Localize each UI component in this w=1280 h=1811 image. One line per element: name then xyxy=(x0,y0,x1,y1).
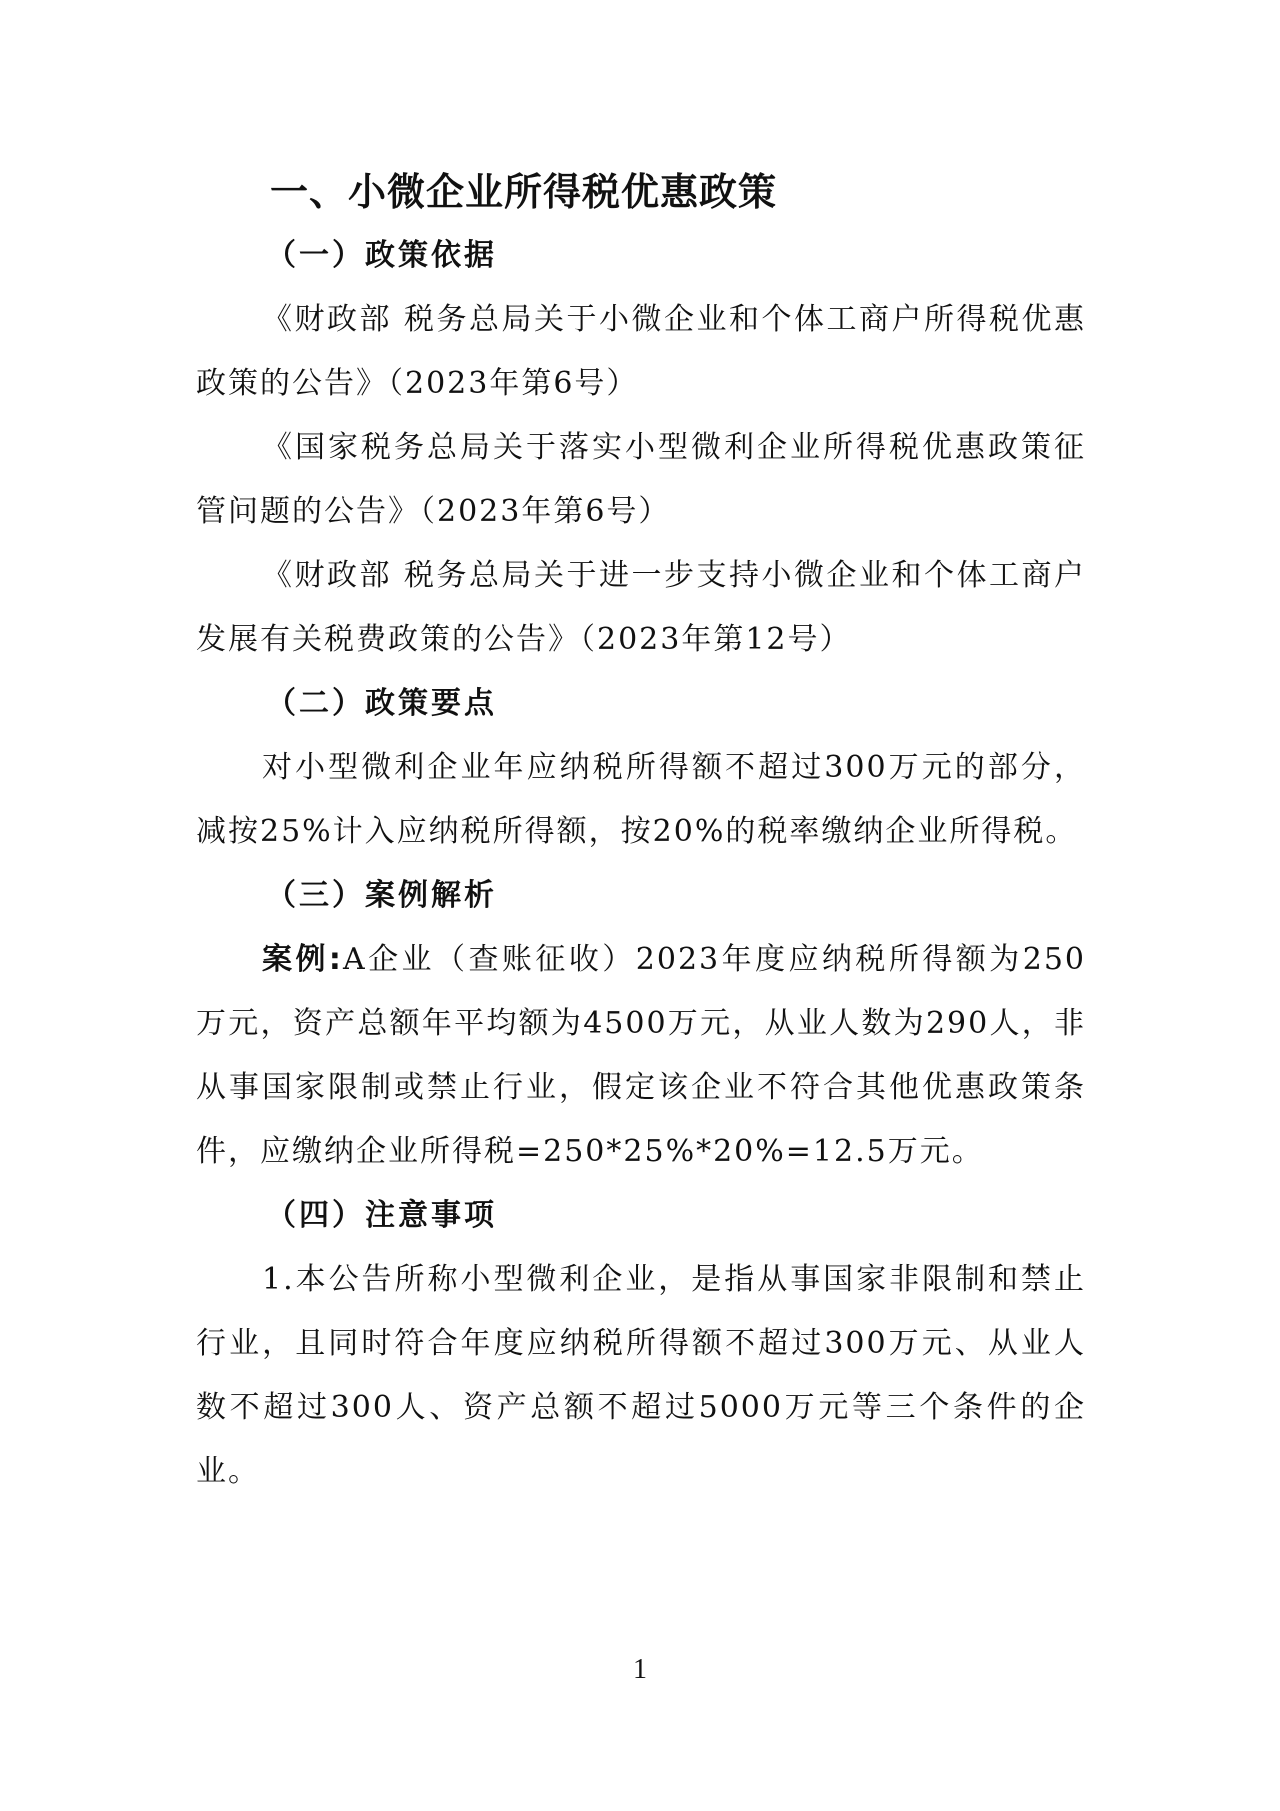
main-heading: 一、小微企业所得税优惠政策 xyxy=(270,170,778,214)
section-title-policy-points: （二）政策要点 xyxy=(266,686,497,721)
document-body xyxy=(196,160,1086,1504)
policy-basis-paragraph-2: 《国家税务总局关于落实小型微利企业所得税优惠政策征管问题的公告》（2023年第6号） xyxy=(196,430,1086,529)
policy-basis-paragraph-1: 《财政部 税务总局关于小微企业和个体工商户所得税优惠政策的公告》（2023年第6号） xyxy=(196,302,1086,401)
section-title-notes: （四）注意事项 xyxy=(266,1198,497,1233)
case-label: 案例: xyxy=(262,942,343,977)
policy-basis-paragraph-3: 《财政部 税务总局关于进一步支持小微企业和个体工商户发展有关税费政策的公告》（2023年第12号） xyxy=(196,558,1086,657)
notes-paragraph-1: 1.本公告所称小型微利企业，是指从事国家非限制和禁止行业，且同时符合年度应纳税所得额不超过300万元、从业人数不超过300人、资产总额不超过5000万元等三个条件的企业。 xyxy=(196,1262,1086,1489)
policy-points-paragraph: 对小型微利企业年应纳税所得额不超过300万元的部分，减按25%计入应纳税所得额，按20%的税率缴纳企业所得税。 xyxy=(196,750,1086,849)
page-number: 1 xyxy=(633,1654,647,1685)
case-paragraph xyxy=(196,928,1086,1184)
section-title-case-analysis: （三）案例解析 xyxy=(266,878,497,913)
case-text: A企业（查账征收）2023年度应纳税所得额为250万元，资产总额年平均额为4500万元，从业人数为290人，非从事国家限制或禁止行业，假定该企业不符合其他优惠政策条件，应缴纳企业所得税=250*25%*20%=12.5万元。 xyxy=(196,942,1087,1169)
section-title-policy-basis: （一）政策依据 xyxy=(266,238,497,273)
